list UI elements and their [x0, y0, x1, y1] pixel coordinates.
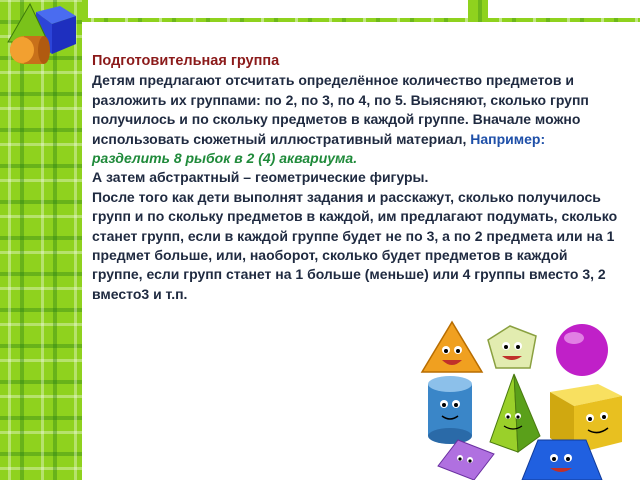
slide-heading: Подготовительная группа	[92, 53, 280, 69]
geometric-shapes-logo	[2, 2, 80, 74]
paragraph-after: После того как дети выполнят задания и расскажут, сколько получилось групп и по скольку предметов в каждой, им предлагают подумать, сколько станет групп, если в каждой группе будет не по 3, а по 2 предмета или на 1 предмет больше, или, наоборот, сколько будет предметов в каждой группе, если групп станет на 1 больше (меньше) или 4 группы вместо 3, 2 вместо3 и т.п.	[92, 188, 618, 302]
pyramid-face-icon	[490, 374, 540, 452]
rhombus-face-icon	[438, 440, 494, 480]
sphere-face-icon	[556, 324, 608, 376]
example-text: разделить 8 рыбок в 2 (4) аквариума.	[92, 150, 358, 167]
smiling-geometric-shapes	[418, 318, 640, 480]
paragraph-abstract: А затем абстрактный – геометрические фигуры.	[92, 169, 429, 186]
example-label: Например:	[470, 130, 546, 147]
cylinder-face-icon	[428, 376, 472, 444]
pentagon-face-icon	[488, 326, 536, 368]
triangle-face-icon	[422, 322, 482, 372]
slide-body	[92, 52, 620, 304]
paragraph-intro	[92, 71, 620, 168]
top-white-band-right	[488, 0, 640, 18]
top-white-band	[88, 0, 468, 18]
paragraph-intro-text: Детям предлагают отсчитать определённое количество предметов и разложить их группами: по 2, по 3, по 4, по 5. Выясняют, сколько групп получилось и по скольку предметов в каждой группе. Вначале можно использовать сюжетный иллюстративный материал,	[92, 72, 589, 147]
